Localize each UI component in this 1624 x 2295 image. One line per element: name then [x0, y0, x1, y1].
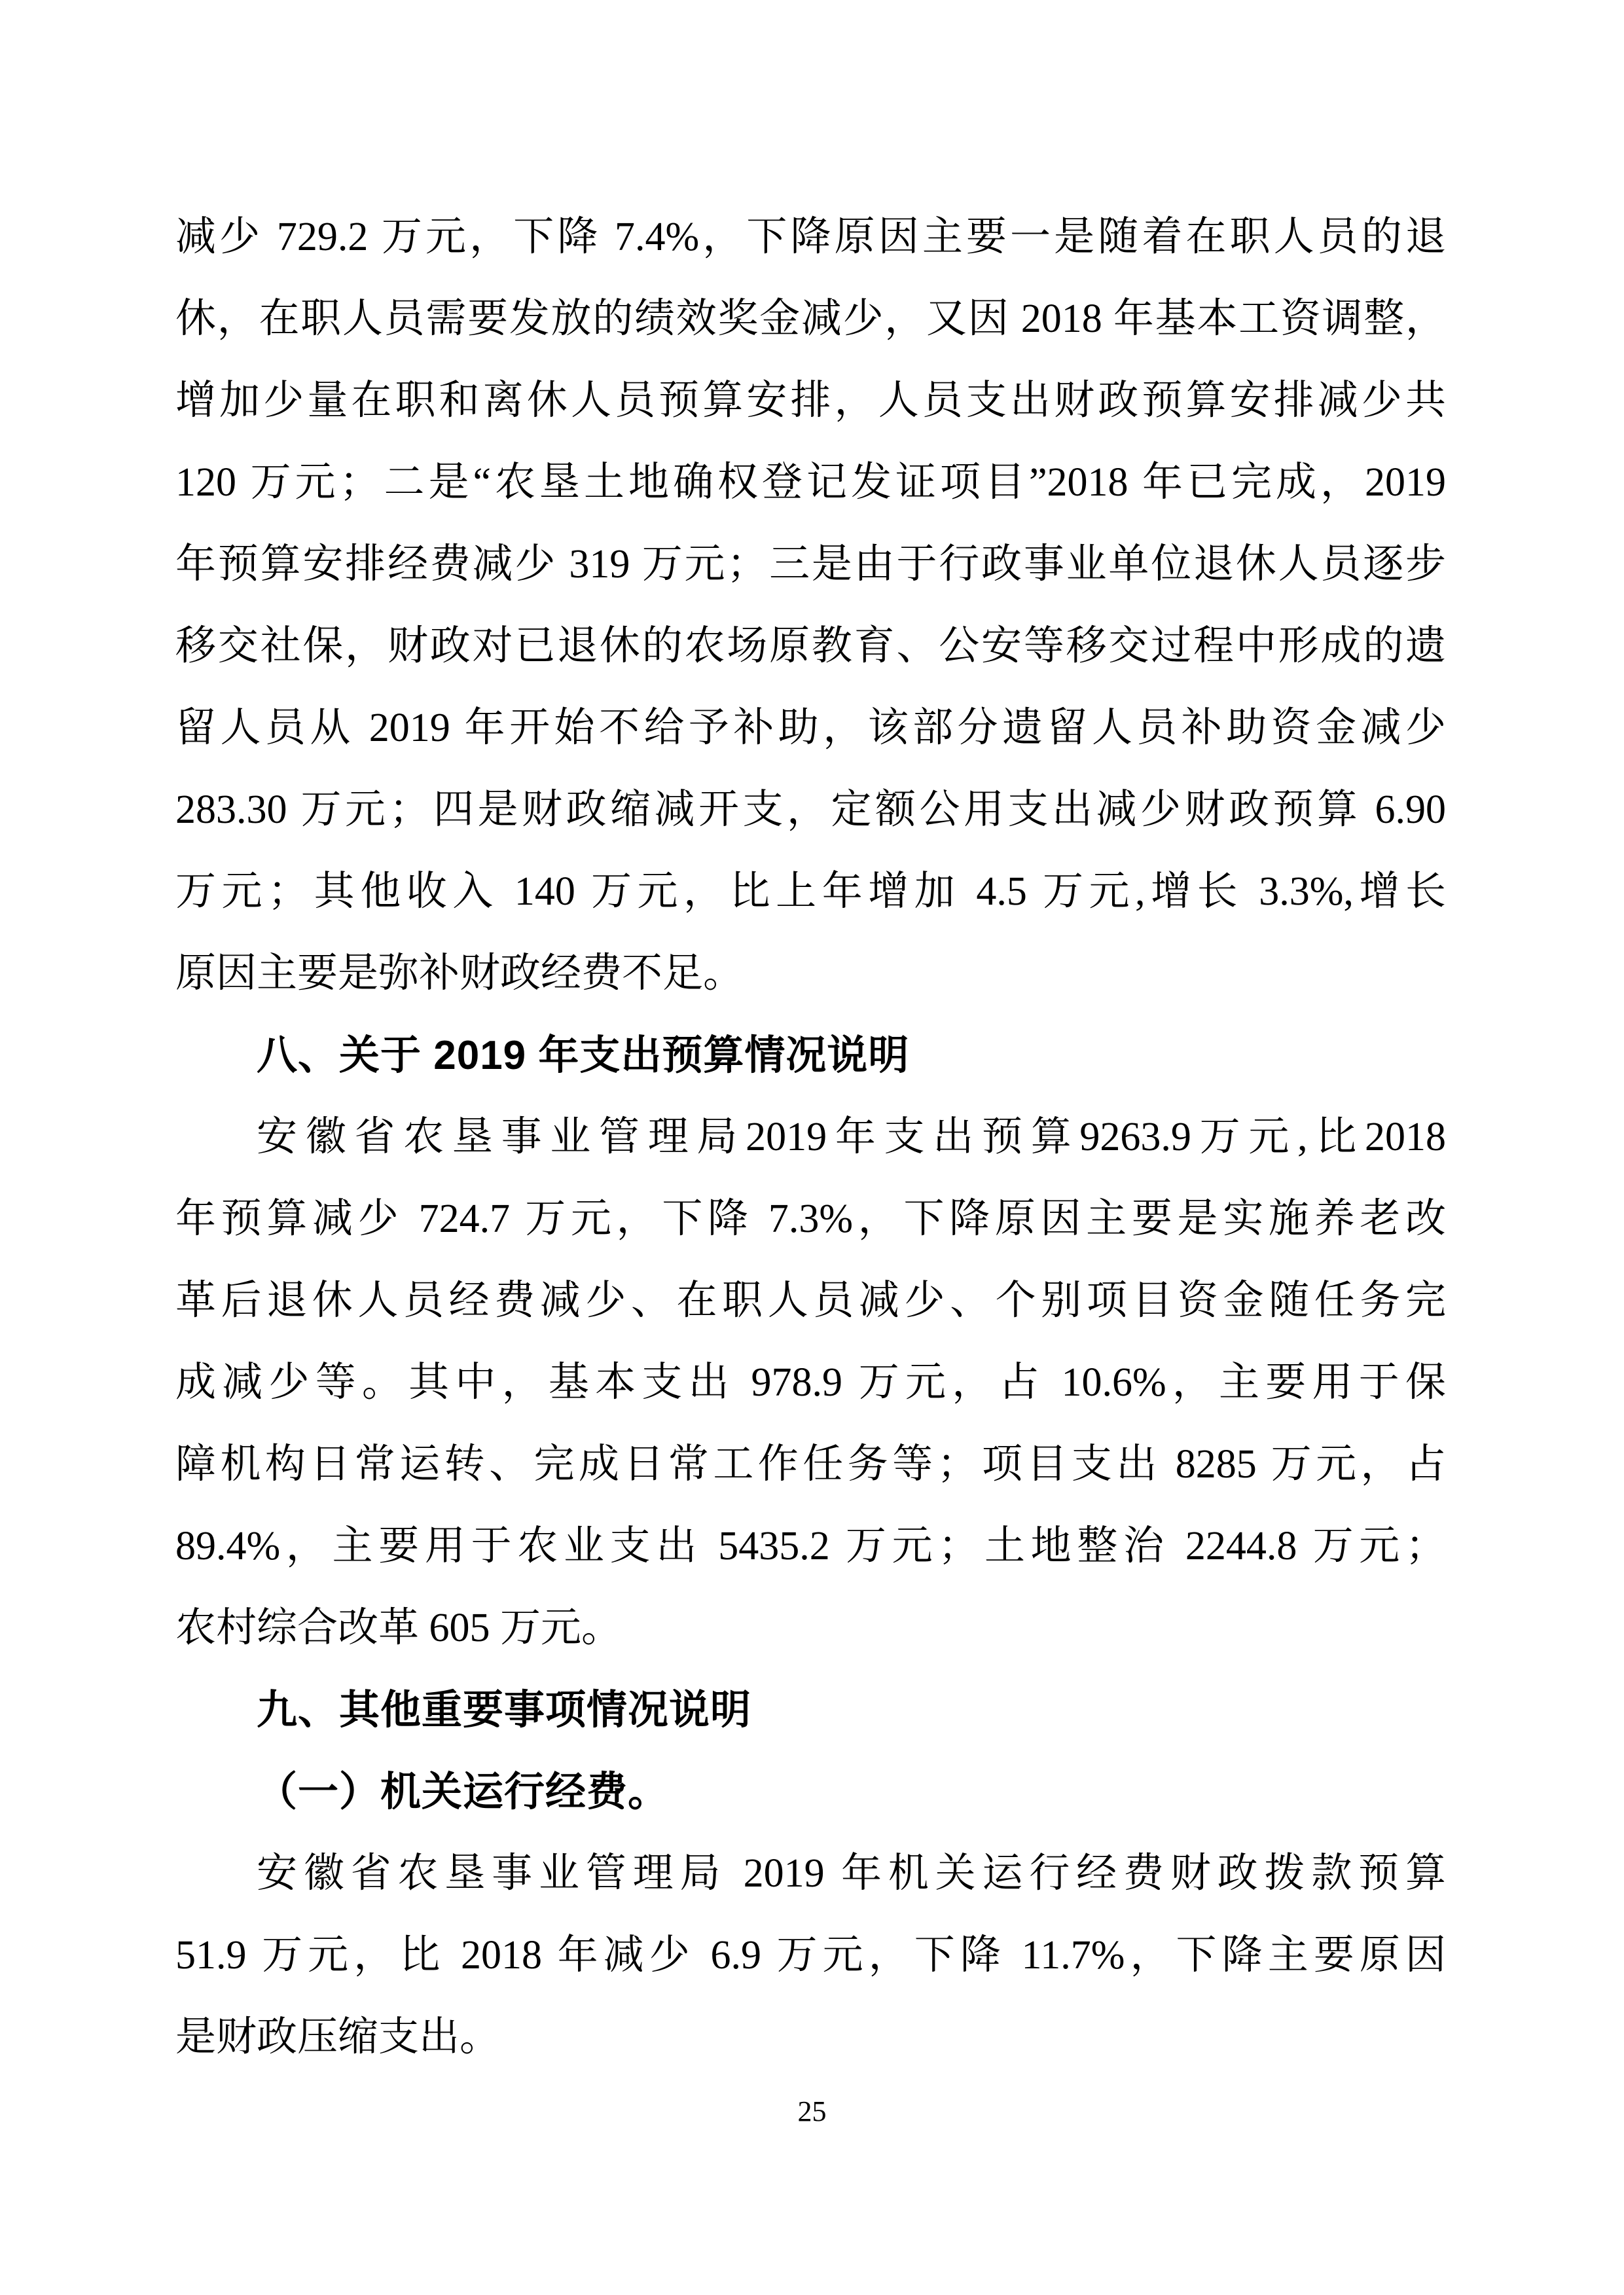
document-body	[175, 196, 1446, 2078]
text-line-17: 89.4%，主要用于农业支出 5435.2 万元；土地整治 2244.8 万元；	[175, 1524, 1446, 1568]
text-line-3: 增加少量在职和离休人员预算安排，人员支出财政预算安排减少共	[175, 378, 1446, 423]
text-line-13: 年预算减少 724.7 万元，下降 7.3%，下降原因主要是实施养老改	[175, 1197, 1446, 1241]
text-line-14: 革后退休人员经费减少、在职人员减少、个别项目资金随任务完	[175, 1278, 1446, 1323]
text-line-1: 减少 729.2 万元，下降 7.4%，下降原因主要一是随着在职人员的退	[175, 215, 1446, 259]
text-line-22: 51.9 万元，比 2018 年减少 6.9 万元，下降 11.7%，下降主要原因	[175, 1933, 1446, 1978]
text-line-18: 农村综合改革 605 万元。	[175, 1606, 623, 1650]
text-line-8: 283.30 万元；四是财政缩减开支，定额公用支出减少财政预算 6.90	[175, 787, 1446, 832]
page-number: 25	[797, 2095, 827, 2127]
text-line-16: 障机构日常运转、完成日常工作任务等；项目支出 8285 万元，占	[175, 1442, 1446, 1487]
section-heading-9: 九、其他重要事项情况说明	[257, 1688, 752, 1733]
section-heading-8: 八、关于 2019 年支出预算情况说明	[257, 1033, 910, 1078]
text-line-4: 120 万元；二是“农垦土地确权登记发证项目”2018 年已完成，2019	[175, 460, 1446, 505]
text-line-23: 是财政压缩支出。	[175, 2015, 501, 2059]
text-line-6: 移交社保，财政对已退休的农场原教育、公安等移交过程中形成的遗	[175, 624, 1446, 668]
text-line-2: 休，在职人员需要发放的绩效奖金减少，又因 2018 年基本工资调整，	[175, 297, 1446, 341]
text-line-7: 留人员从 2019 年开始不给予补助，该部分遗留人员补助资金减少	[175, 706, 1446, 750]
text-line-9: 万元；其他收入 140 万元，比上年增加 4.5 万元,增长 3.3%,增长	[175, 869, 1446, 914]
text-line-5: 年预算安排经费减少 319 万元；三是由于行政事业单位退休人员逐步	[175, 542, 1446, 587]
text-line-15: 成减少等。其中，基本支出 978.9 万元，占 10.6%，主要用于保	[175, 1360, 1446, 1405]
text-line-12: 安徽省农垦事业管理局2019年支出预算9263.9万元,比2018	[257, 1115, 1446, 1159]
text-line-10: 原因主要是弥补财政经费不足。	[175, 951, 744, 996]
subsection-heading-1: （一）机关运行经费。	[257, 1769, 670, 1815]
text-line-21: 安徽省农垦事业管理局 2019 年机关运行经费财政拨款预算	[257, 1851, 1446, 1896]
